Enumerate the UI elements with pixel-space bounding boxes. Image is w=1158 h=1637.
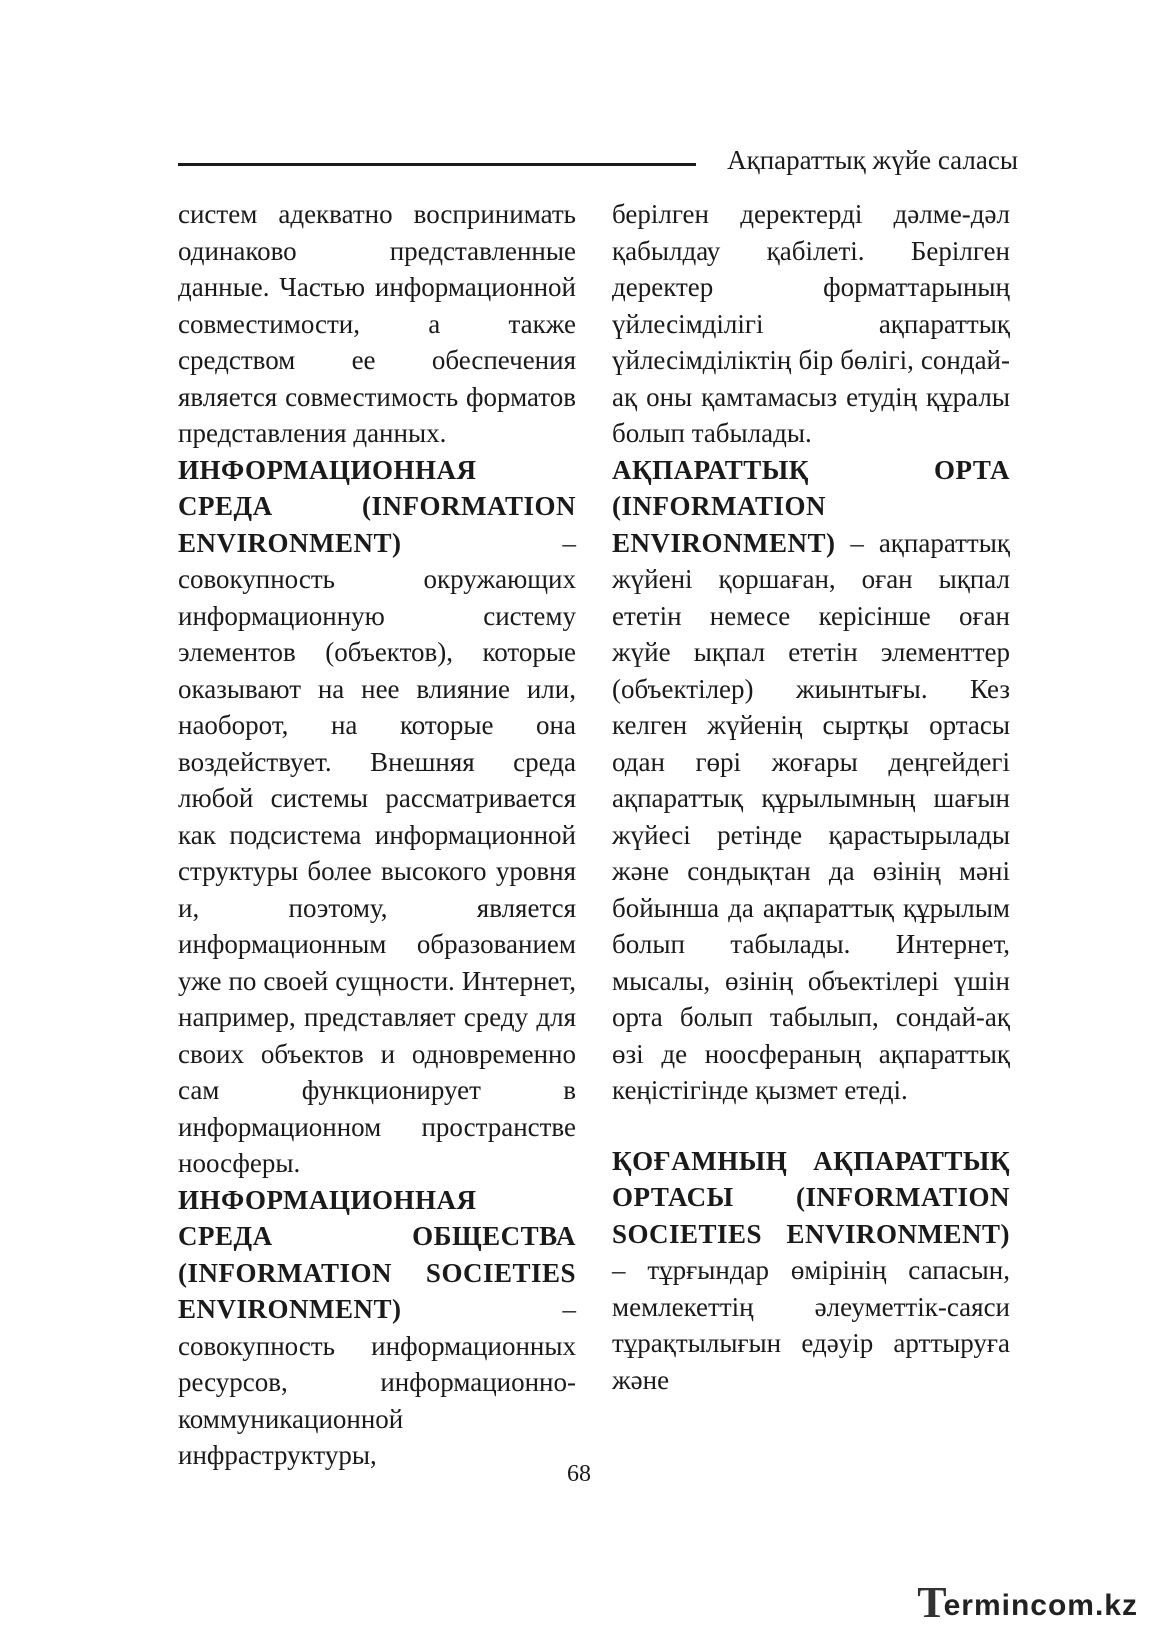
term-heading: АҚПАРАТТЫҚ ОРТА (INFORMATION ENVIRONMENT)	[612, 454, 1010, 558]
term-heading: ИНФОРМАЦИОННАЯ СРЕДА (INFORMATION ENVIRONMENT)	[178, 454, 576, 558]
right-column	[612, 196, 1010, 1398]
term-definition: – совокупность окружающих информационную систему элементов (объектов), которые оказывают на нее влияние или, наоборот, на которые она воздействует. Внешняя среда любой системы рассматривается как подсистема информационной структуры более высокого уровня и, поэтому, является информационным образованием уже по своей сущности. Интернет, например, представляет среду для своих объектов и одновременно сам функционирует в информационном пространстве ноосферы.	[178, 527, 576, 1178]
left-column	[178, 196, 576, 1474]
site-watermark-logo	[917, 1578, 1138, 1627]
right-intro-paragraph: берілген деректерді дәлме-дәл қабылдау қабілеті. Берілген деректер форматтарының үйлесімділігі ақпараттық үйлесімділіктің бір бөлігі, сондай-ақ оны қамтамасыз етудің құралы болып табылады.	[612, 199, 1010, 448]
term-definition: – ақпараттық жүйені қоршаған, оған ықпал ететін немесе керісінше оған жүйе ықпал ететін элементтер (объектілер) жиынтығы. Кез келген жүйенің сыртқы ортасы одан гөрі жоғары деңгейдегі ақпараттық құрылымның шағын жүйесі ретінде қарастырылады және сондықтан да өзінің мәні бойынша да ақпараттық құрылым болып табылады. Интернет, мысалы, өзінің объектілері үшін орта болып табылып, сондай-ақ өзі де ноосфераның ақпараттық кеңістігінде қызмет етеді.	[612, 527, 1010, 1105]
left-intro-paragraph: систем адекватно воспринимать одинаково представленные данные. Частью информационной совместимости, а также средством ее обеспечения является совместимость форматов представления данных.	[178, 199, 576, 448]
page-number: 68	[567, 1461, 591, 1487]
term-definition: – совокупность информационных ресурсов, информационно-коммуникационной инфраструктуры,	[178, 1294, 576, 1470]
watermark-text: ermincom.kz	[943, 1589, 1138, 1622]
left-entry-society-environment	[178, 1182, 576, 1474]
term-heading: ИНФОРМАЦИОННАЯ СРЕДА ОБЩЕСТВА (INFORMATION SOCIETIES ENVIRONMENT)	[178, 1184, 576, 1324]
right-entry-society-environment	[612, 1143, 1010, 1399]
term-definition: – тұрғындар өмірінің сапасын, мемлекеттің әлеуметтік-саяси тұрақтылығын едәуір арттыруға және	[612, 1255, 1010, 1395]
header-rule	[178, 163, 696, 166]
term-heading: ҚОҒАМНЫҢ АҚПАРАТТЫҚ ОРТАСЫ (INFORMATION SOCIETIES ENVIRONMENT)	[612, 1145, 1010, 1249]
watermark-initial: T	[917, 1578, 948, 1627]
page-header	[178, 143, 1018, 179]
right-entry-information-environment	[612, 452, 1010, 1109]
entry-spacer	[612, 1109, 1010, 1143]
left-entry-information-environment	[178, 452, 576, 1182]
running-title: Ақпараттық жүйе саласы	[727, 145, 1018, 175]
